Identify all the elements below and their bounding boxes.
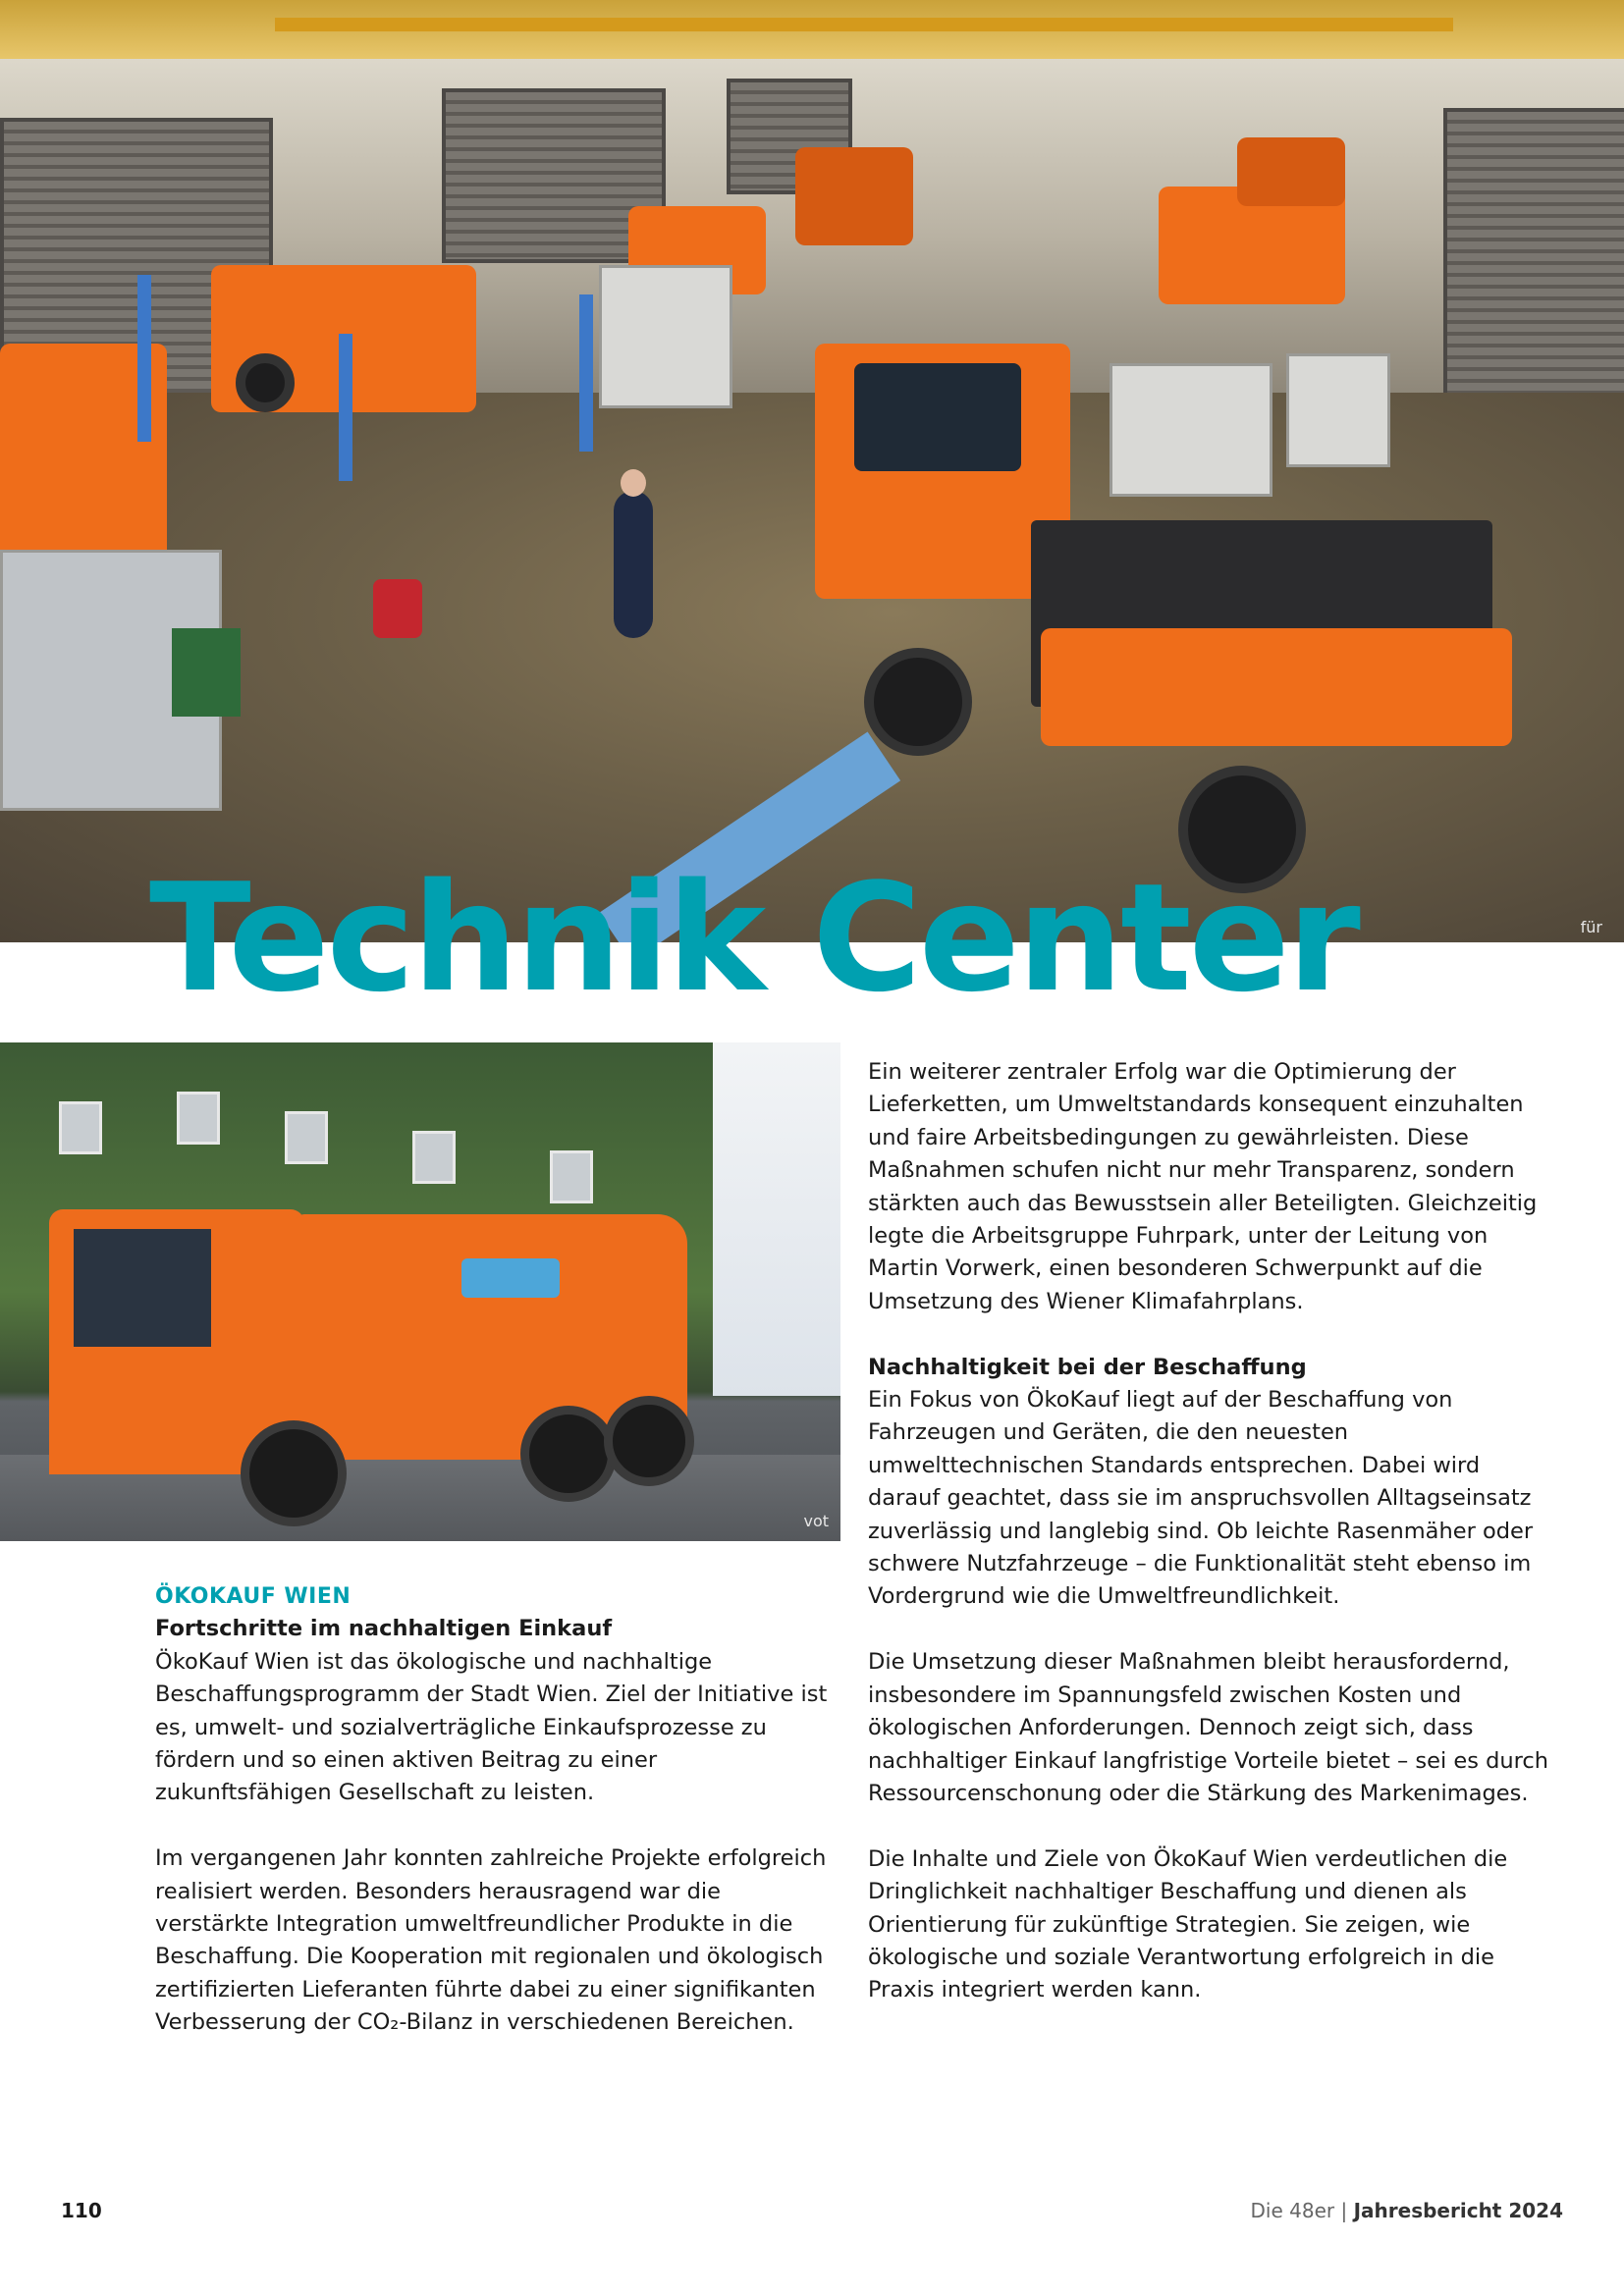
municipal-vehicle [1237,137,1345,206]
page-title: Technik Center [149,851,1358,1025]
wheel [236,353,295,412]
left-column [155,1580,839,2072]
tool-cabinet [1110,363,1272,497]
section-label: ÖKOKAUF WIEN [155,1584,352,1609]
paragraph: Ein weiterer zentraler Erfolg war die Optimierung der Lieferketten, um Umweltstandards konsequent einzuhalten und faire Arbeitsbedingungen zu gewährleisten. Diese Maßnahmen schufen nicht nur mehr Transparenz, sondern stärkten auch das Bewusstsein aller Beteiligten. Gleichzeitig legte die Arbeitsgruppe Fuhrpark, unter der Leitung von Martin Vorwerk, einen besonderen Schwerpunkt auf die Umsetzung des Wiener Klimafahrplans. [868,1059,1538,1314]
publisher-name: Die 48er [1250,2199,1335,2222]
worker [614,491,653,638]
hero-photo-workshop [0,0,1624,942]
cab-window [74,1229,211,1347]
tool-cabinet [599,265,732,408]
wheel [604,1396,694,1486]
wheel [241,1420,347,1526]
tool-cabinet [1286,353,1390,467]
crane-beam [275,18,1453,31]
photo-garbage-truck [0,1042,840,1541]
paragraph: Die Inhalte und Ziele von ÖkoKauf Wien verdeutlichen die Dringlichkeit nachhaltiger Beschaffung und dienen als Orientierung für zukünftige Strategien. Sie zeigen, wie ökologische und soziale Verantwortung erfolgreich in die Praxis integriert werden kann. [868,1845,1508,2003]
building-window [285,1111,328,1164]
vehicle-lift [579,294,593,452]
page-number: 110 [61,2199,102,2222]
building-window [412,1131,456,1184]
footer-separator: | [1340,2199,1348,2222]
canister [373,579,422,638]
bin [172,628,241,717]
municipal-vehicle [795,147,913,245]
photo-credit: vot [803,1512,829,1530]
paragraph: Die Umsetzung dieser Maßnahmen bleibt herausfordernd, insbesondere im Spannungsfeld zwischen Kosten und ökologischen Anforderungen. Dennoch zeigt sich, dass nachhaltiger Einkauf langfristige Vorteile bietet – sei es durch Ressourcenschonung oder die Stärkung des Markenimages. [868,1649,1548,1806]
vehicle-lift [339,334,352,481]
vehicle-lift [137,275,151,442]
photo-credit: für [1580,918,1602,936]
building-window [59,1101,102,1154]
sky [713,1042,840,1396]
paragraph: Im vergangenen Jahr konnten zahlreiche Projekte erfolgreich realisiert werden. Besonders herausragend war die verstärkte Integration umweltfreundlicher Produkte in die Beschaffung. Die Kooperation mit regionalen und ökologisch zertifizierten Lieferanten führte dabei zu einer signifikanten Verbesserung der CO₂-Bilanz in verschiedenen Bereichen. [155,1845,827,2036]
footer-publication [1251,2199,1563,2222]
paragraph: ÖkoKauf Wien ist das ökologische und nachhaltige Beschaffungsprogramm der Stadt Wien. Ziel der Initiative ist es, umwelt- und sozialverträgliche Einkaufsprozesse zu fördern und so einen aktiven Beitrag zu einer zukunftsfähigen Gesellschaft zu leisten. [155,1648,828,1806]
worker-head [621,469,646,497]
wheel [864,648,972,756]
wheel [520,1406,617,1502]
section-subhead: Fortschritte im nachhaltigen Einkauf [155,1616,613,1642]
report-name: Jahresbericht 2024 [1353,2199,1563,2222]
right-column [868,1056,1551,2040]
building-window [550,1150,593,1203]
building-window [177,1092,220,1145]
decal [461,1258,560,1298]
subsection-heading: Nachhaltigkeit bei der Beschaffung [868,1354,1307,1380]
paragraph: Ein Fokus von ÖkoKauf liegt auf der Beschaffung von Fahrzeugen und Geräten, die den neuesten umwelttechnischen Standards entsprechen. Dabei wird darauf geachtet, dass sie im anspruchsvollen Alltagseinsatz zuverlässig und langlebig sind. Ob leichte Rasenmäher oder schwere Nutzfahrzeuge – die Funktionalität steht ebenso im Vordergrund wie die Umweltfreundlichkeit. [868,1387,1534,1610]
truck-body [1041,628,1512,746]
windshield [854,363,1021,471]
